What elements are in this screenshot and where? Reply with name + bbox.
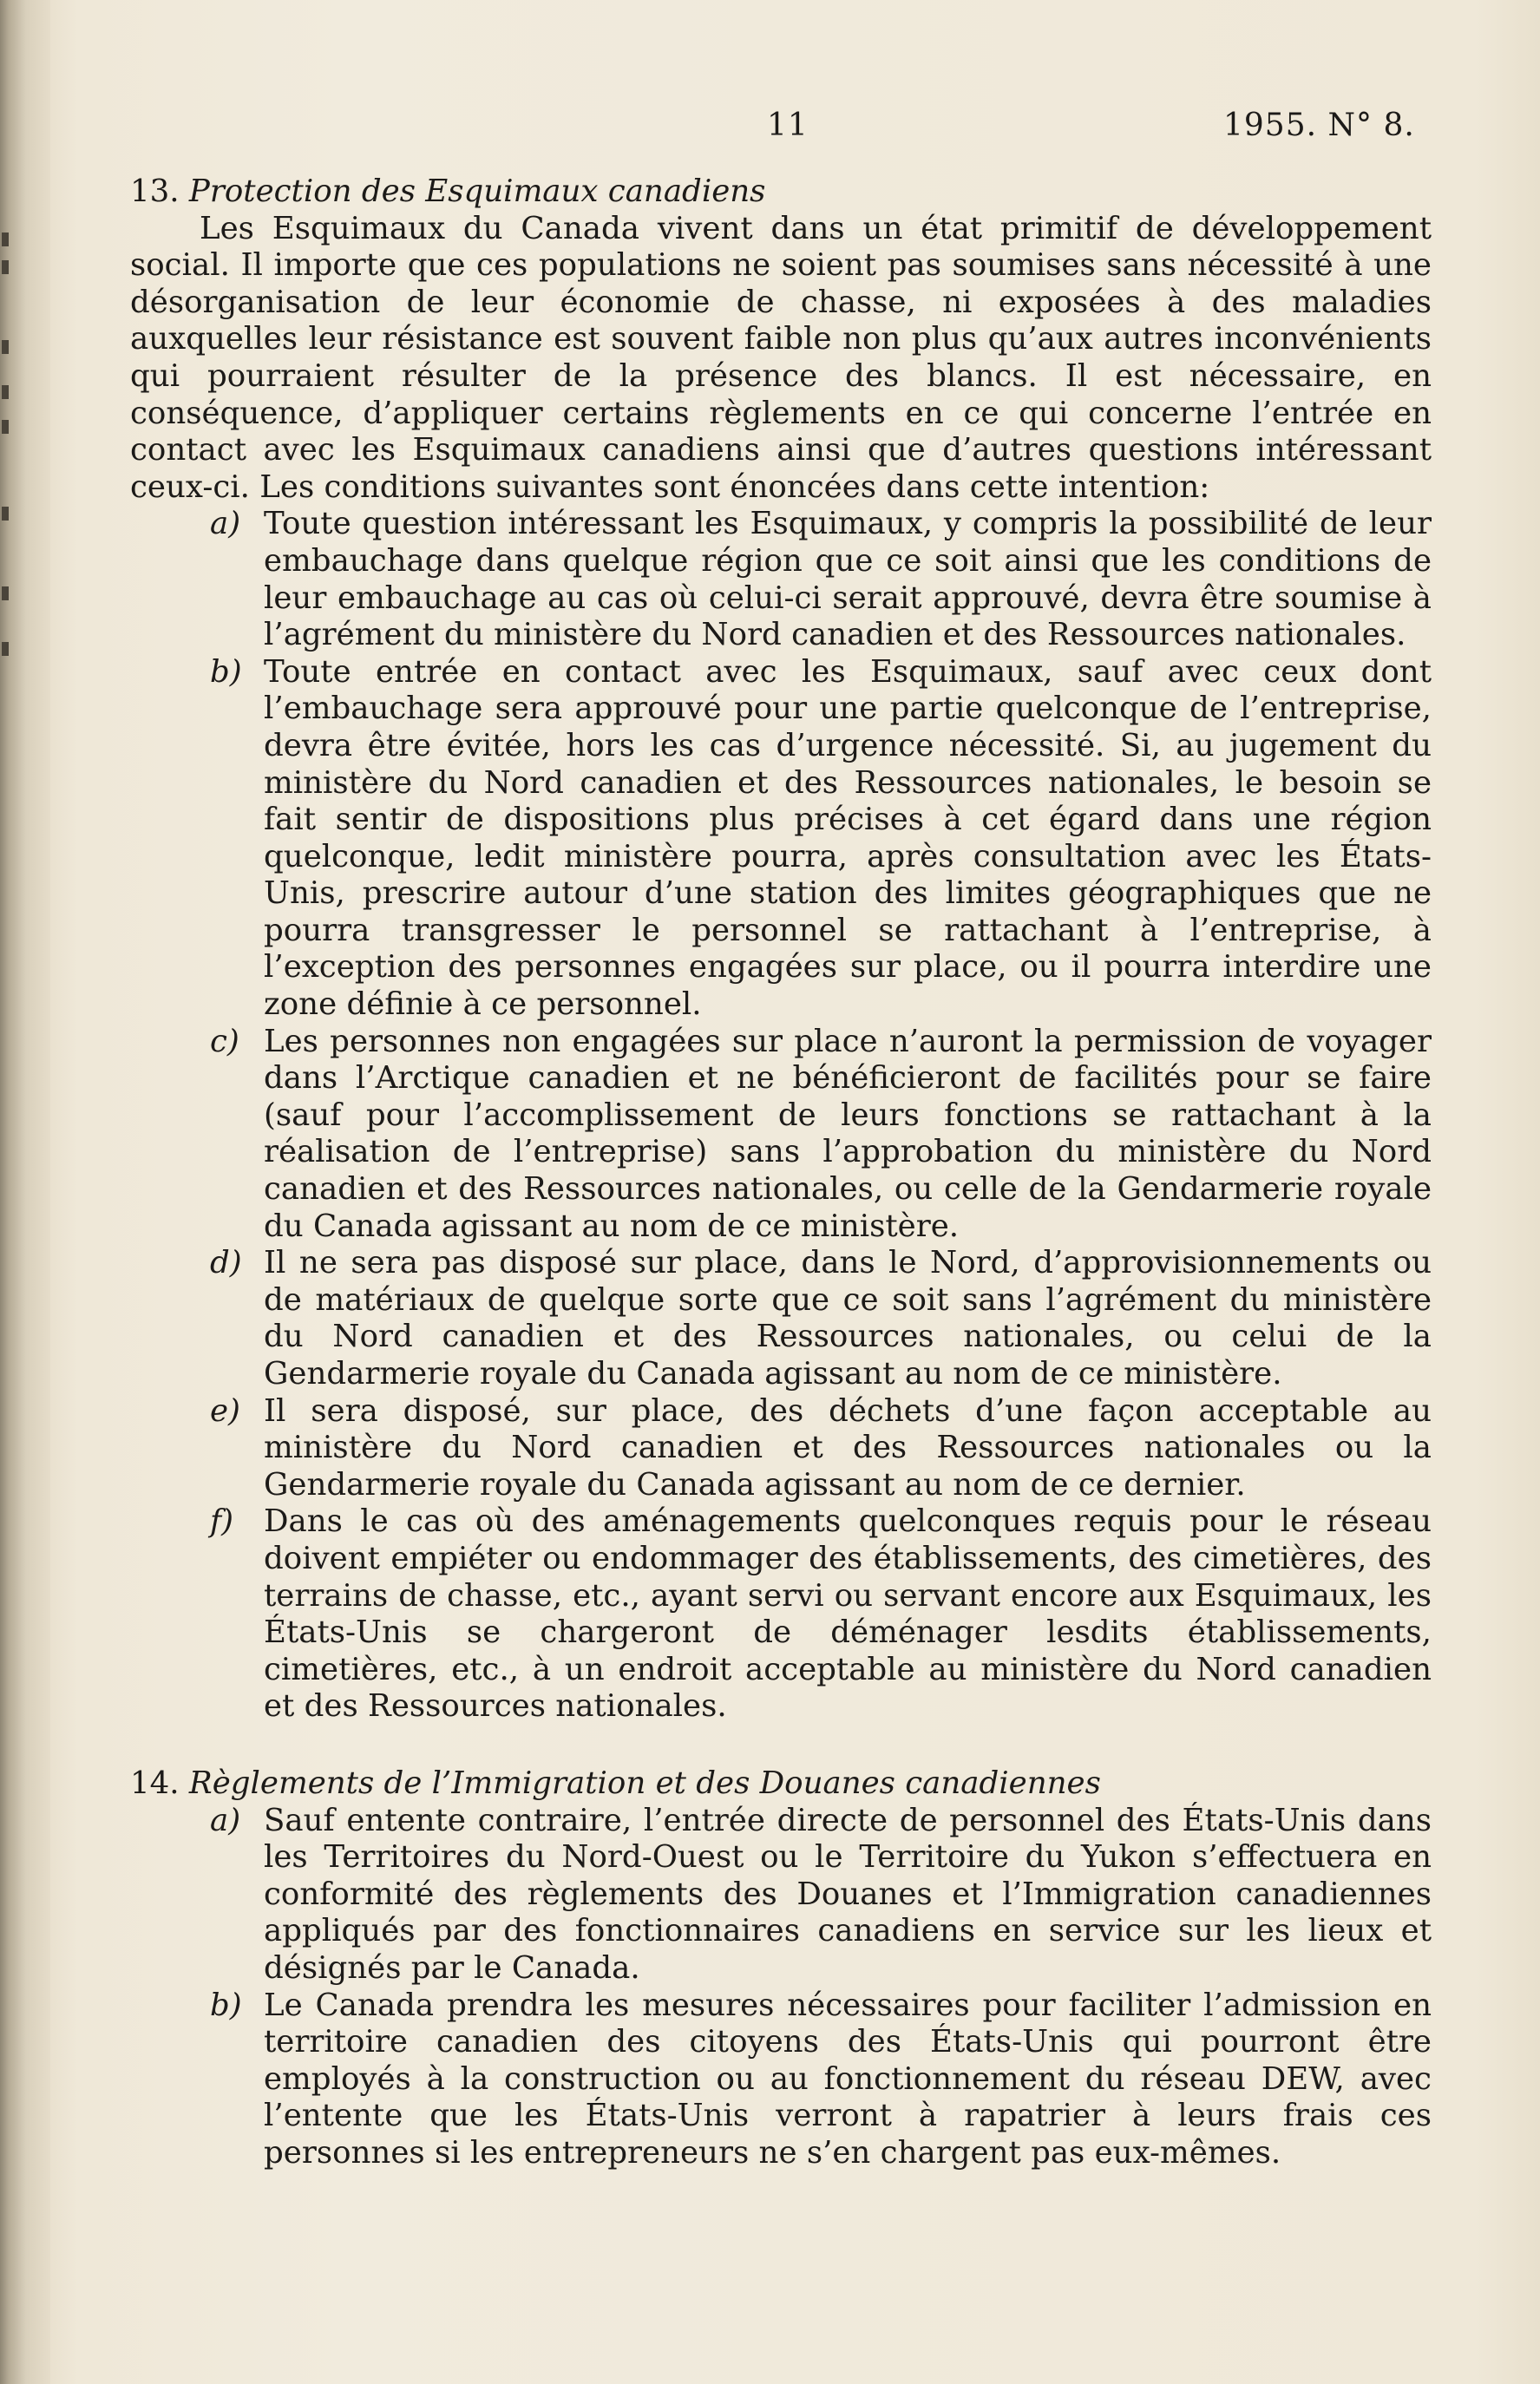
item-label: b): [210, 653, 242, 690]
section-14-conditions: [130, 1803, 1432, 2172]
section-number: 13.: [130, 174, 180, 209]
margin-mark: [2, 260, 9, 274]
item-text: Toute entrée en contact avec les Esquimaux, sauf avec ceux dont l’embauchage sera approuvé pour une partie quelconque de l’entreprise, devra être évitée, hors les cas d’urgence nécessité. Si, au jugement du ministère du Nord canadien et des Ressources nationales, le besoin se fait sentir de dispositions plus précises à cet égard dans une région quelconque, ledit ministère pourra, après consultation avec les États-Unis, prescrire autour d’une station des limites géographiques que ne pourra transgresser le personnel se rattachant à l’entreprise, à l’exception des personnes engagées sur place, ou il pourra interdire une zone définie à ce personnel.: [264, 653, 1432, 1023]
margin-mark: [2, 642, 9, 656]
item-label: d): [210, 1245, 242, 1281]
item-label: f): [210, 1503, 234, 1540]
item-label: a): [210, 1802, 241, 1838]
margin-mark: [2, 586, 9, 600]
margin-mark: [2, 385, 9, 399]
list-item: [130, 1803, 1432, 1988]
list-item: [130, 1245, 1432, 1392]
item-label: b): [210, 1987, 242, 2023]
item-label: c): [210, 1023, 239, 1059]
item-text: Toute question intéressant les Esquimaux, y compris la possibilité de leur embauchage dans quelque région que ce soit ainsi que les conditions de leur embauchage au cas où celui-ci serait approuvé, devra être soumise à l’agrément du ministère du Nord canadien et des Ressources nationales.: [264, 506, 1432, 653]
section-title: Protection des Esquimaux canadiens: [188, 174, 766, 209]
section-13-intro: Les Esquimaux du Canada vivent dans un état primitif de développement social. Il importe que ces populations ne soient pas soumises sans nécessité à une désorganisation de leur économie de chasse, ni exposées à des maladies auxquelles leur résistance est souvent faible non plus qu’aux autres inconvénients qui pourraient résulter de la présence des blancs. Il est nécessaire, en conséquence, d’appliquer certains règlements en ce qui concerne l’entrée en contact avec les Esquimaux canadiens ainsi que d’autres questions intéressant ceux-ci. Les conditions suivantes sont énoncées dans cette intention:: [130, 210, 1432, 505]
list-item: [130, 1024, 1432, 1246]
item-label: e): [210, 1392, 240, 1429]
page-body: [130, 174, 1432, 2171]
item-text: Il sera disposé, sur place, des déchets d’une façon acceptable au ministère du Nord canadien et des Ressources nationales ou la Gendarmerie royale du Canada agissant au nom de ce dernier.: [264, 1392, 1432, 1503]
item-text: Il ne sera pas disposé sur place, dans le Nord, d’approvisionnements ou de matériaux de quelque sorte que ce soit sans l’agrément du ministère du Nord canadien et des Ressources nationales, ou celui de la Gendarmerie royale du Canada agissant au nom de ce ministère.: [264, 1245, 1432, 1392]
margin-mark: [2, 233, 9, 246]
item-text: Le Canada prendra les mesures nécessaires pour faciliter l’admission en territoire canadien des citoyens des États-Unis qui pourront être employés à la construction ou au fonctionnement du réseau DEW, avec l’entente que les États-Unis verront à rapatrier à leurs frais ces personnes si les entrepreneurs ne s’en chargent pas eux-mêmes.: [264, 1987, 1432, 2171]
margin-mark: [2, 420, 9, 434]
section-13-heading: [130, 174, 1432, 211]
section-13-conditions: [130, 506, 1432, 1726]
page-header: [0, 108, 1540, 160]
item-text: Les personnes non engagées sur place n’auront la permission de voyager dans l’Arctique canadien et ne bénéficieront de facilités pour se faire (sauf pour l’accomplissement de leurs fonctions se rattachant à la réalisation de l’entreprise) sans l’approbation du ministère du Nord canadien et des Ressources nationales, ou celle de la Gendarmerie royale du Canada agissant au nom de ce ministère.: [264, 1023, 1432, 1244]
margin-mark: [2, 340, 9, 354]
item-text: Sauf entente contraire, l’entrée directe de personnel des États-Unis dans les Territoires du Nord-Ouest ou le Territoire du Yukon s’effectuera en conformité des règlements des Douanes et l’Immigration canadiennes appliqués par des fonctionnaires canadiens en service sur les lieux et désignés par le Canada.: [264, 1802, 1432, 1986]
list-item: [130, 1503, 1432, 1726]
page-number: 11: [767, 108, 809, 143]
list-item: [130, 506, 1432, 653]
section-14-heading: [130, 1765, 1432, 1803]
list-item: [130, 1988, 1432, 2172]
item-text: Dans le cas où des aménagements quelconques requis pour le réseau doivent empiéter ou endommager des établissements, des cimetières, des terrains de chasse, etc., ayant servi ou servant encore aux Esquimaux, les États-Unis se chargeront de déménager lesdits établissements, cimetières, etc., à un endroit acceptable au ministère du Nord canadien et des Ressources nationales.: [264, 1503, 1432, 1725]
margin-mark: [2, 507, 9, 521]
list-item: [130, 1393, 1432, 1504]
list-item: [130, 654, 1432, 1024]
section-number: 14.: [130, 1765, 180, 1801]
section-title: Règlements de l’Immigration et des Douanes canadiennes: [188, 1765, 1101, 1801]
book-spine-shadow: [0, 0, 50, 2384]
item-label: a): [210, 506, 241, 542]
document-reference: 1955. N° 8.: [1223, 108, 1415, 143]
